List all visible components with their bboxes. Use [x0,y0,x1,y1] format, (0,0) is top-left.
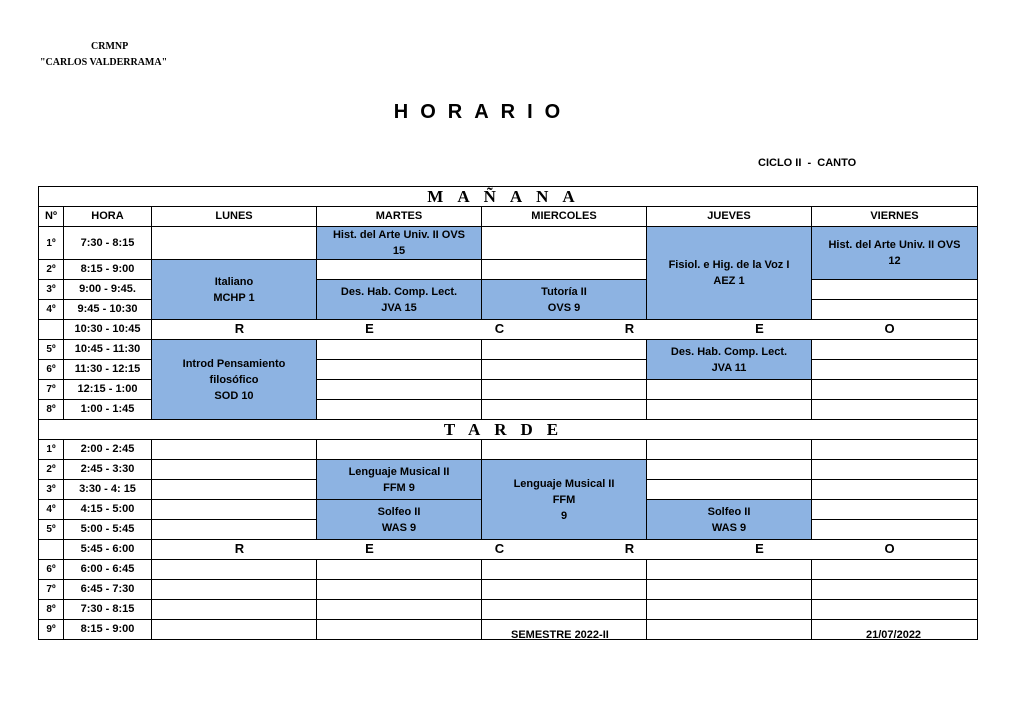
empty-slot-fri [812,440,978,460]
empty-slot-tue [317,340,482,360]
empty-slot-thu [647,460,812,480]
class-block-mon-intro [152,340,317,420]
class-line: OVS 9 [547,301,581,314]
empty-slot-fri [812,360,978,380]
empty-slot-wed [482,360,647,380]
empty-slot-tue [317,440,482,460]
empty-slot-fri [812,520,978,540]
class-line: Des. Hab. Comp. Lect. [340,285,458,298]
recreo-label [152,320,978,340]
recreo-label [152,540,978,560]
period-number: 7º [39,380,64,400]
period-row [39,560,978,580]
period-time: 2:45 - 3:30 [64,460,152,480]
period-number: 2º [39,460,64,480]
period-time: 8:15 - 9:00 [64,260,152,280]
empty-slot-wed [482,600,647,620]
empty-slot-tue [317,360,482,380]
class-line: Hist. del Arte Univ. II OVS [332,229,466,241]
period-number: 7º [39,580,64,600]
class-line: 15 [392,245,406,257]
empty-slot-thu [647,620,812,640]
empty-slot-mon [152,580,317,600]
period-number: 6º [39,360,64,380]
period-time: 9:00 - 9:45. [64,280,152,300]
empty-slot-thu [647,600,812,620]
period-time: 5:00 - 5:45 [64,520,152,540]
period-time: 8:15 - 9:00 [64,620,152,640]
empty-slot-mon [152,520,317,540]
empty-slot-thu [647,580,812,600]
empty-slot-wed [482,380,647,400]
header-row [39,207,978,227]
period-number: 3º [39,280,64,300]
empty-slot-tue [317,600,482,620]
empty-slot-fri [812,600,978,620]
empty-slot-mon [152,460,317,480]
period-number: 2º [39,260,64,280]
period-time: 6:45 - 7:30 [64,580,152,600]
class-line: Introd Pensamiento [182,357,286,370]
section-morning: MAÑANA [39,187,978,207]
period-number: 4º [39,500,64,520]
period-number: 1º [39,227,64,260]
empty-slot-tue [317,380,482,400]
period-row [39,580,978,600]
empty-slot-wed [482,440,647,460]
class-line: JVA 11 [711,361,747,374]
page-title: HORARIO [393,101,573,123]
period-number: 8º [39,400,64,420]
empty-slot-wed [482,227,647,260]
empty-slot-wed [482,580,647,600]
empty-slot-thu [647,400,812,420]
class-line: Des. Hab. Comp. Lect. [670,345,788,358]
empty-slot-mon [152,600,317,620]
column-header: LUNES [152,207,317,227]
class-line: Tutoría II [541,285,587,298]
empty-slot-tue [317,560,482,580]
class-line: AEZ 1 [713,275,745,287]
recreo-letter: E [755,321,764,336]
empty-slot-thu [647,560,812,580]
recreo-letter: R [624,321,635,336]
class-block-tue-leng [317,460,482,500]
period-row [39,340,978,360]
period-number: 5º [39,340,64,360]
period-row [39,600,978,620]
empty-slot-thu [647,380,812,400]
period-time: 5:45 - 6:00 [64,540,152,560]
empty-slot-fri [812,380,978,400]
column-header: JUEVES [647,207,812,227]
class-line: Lenguaje Musical II [348,465,450,478]
recreo-row [39,320,978,340]
recreo-letter: R [234,321,245,336]
column-header: MIERCOLES [482,207,647,227]
class-line: Italiano [214,275,254,288]
semester-label: SEMESTRE 2022-II [511,629,609,641]
class-line: Hist. del Arte Univ. II OVS [828,239,961,251]
recreo-letter: O [884,321,895,336]
class-line: FFM [552,493,576,506]
empty-slot-tue [317,580,482,600]
period-number: 9º [39,620,64,640]
class-block-thu-fis [647,227,812,320]
empty-slot-mon [152,620,317,640]
empty-slot-fri [812,580,978,600]
class-block-wed-tut [482,280,647,320]
recreo-letter: C [494,321,505,336]
institution-line-1: CRMNP [91,41,129,52]
period-time: 3:30 - 4: 15 [64,480,152,500]
period-time: 10:45 - 11:30 [64,340,152,360]
empty-slot-mon [152,440,317,460]
empty-slot-thu [647,440,812,460]
class-block-fri-hist [812,227,978,280]
class-block-mon-ital [152,260,317,320]
period-time: 1:00 - 1:45 [64,400,152,420]
schedule-table [38,186,978,640]
schedule-body [39,187,978,640]
recreo-letter: R [624,541,635,556]
class-block-tue-hist [317,227,482,260]
class-line: Solfeo II [377,505,421,518]
recreo-letter: E [365,321,374,336]
empty-slot-tue [317,260,482,280]
section-afternoon: TARDE [39,420,978,440]
empty-slot-fri [812,300,978,320]
class-line: WAS 9 [711,521,747,534]
empty-slot-wed [482,260,647,280]
class-block-thu-solf [647,500,812,540]
class-line: Fisiol. e Hig. de la Voz I [668,259,790,271]
empty-slot-mon [152,227,317,260]
empty-slot-mon [152,480,317,500]
period-number [39,320,64,340]
period-time: 7:30 - 8:15 [64,227,152,260]
recreo-letter: E [365,541,374,556]
recreo-row [39,540,978,560]
period-time: 12:15 - 1:00 [64,380,152,400]
period-number: 5º [39,520,64,540]
empty-slot-wed [482,560,647,580]
empty-slot-wed [482,340,647,360]
period-number: 8º [39,600,64,620]
class-line: SOD 10 [214,389,254,402]
class-line: filosófico [209,373,259,386]
period-time: 4:15 - 5:00 [64,500,152,520]
period-number: 4º [39,300,64,320]
empty-slot-thu [647,480,812,500]
recreo-letter: E [755,541,764,556]
period-number: 3º [39,480,64,500]
class-line: JVA 15 [381,301,417,314]
class-block-thu-des [647,340,812,380]
period-number [39,540,64,560]
period-time: 7:30 - 8:15 [64,600,152,620]
empty-slot-fri [812,400,978,420]
institution-line-2: "CARLOS VALDERRAMA" [40,57,168,68]
period-row [39,440,978,460]
period-number: 6º [39,560,64,580]
class-block-tue-des [317,280,482,320]
empty-slot-fri [812,340,978,360]
recreo-letter: C [494,541,505,556]
class-line: 9 [560,509,568,522]
empty-slot-mon [152,500,317,520]
period-time: 10:30 - 10:45 [64,320,152,340]
recreo-letter: R [234,541,245,556]
class-block-tue-solf [317,500,482,540]
period-row [39,620,978,640]
empty-slot-fri [812,500,978,520]
class-line: Lenguaje Musical II [513,477,615,490]
empty-slot-fri [812,560,978,580]
class-line: Solfeo II [707,505,751,518]
date-label: 21/07/2022 [866,629,922,641]
empty-slot-tue [317,620,482,640]
column-header: Nº [39,207,64,227]
empty-slot-fri [812,460,978,480]
period-row [39,460,978,480]
period-time: 6:00 - 6:45 [64,560,152,580]
period-time: 2:00 - 2:45 [64,440,152,460]
column-header: MARTES [317,207,482,227]
class-block-wed-leng [482,460,647,540]
empty-slot-fri [812,480,978,500]
empty-slot-wed [482,400,647,420]
column-header: HORA [64,207,152,227]
class-line: 12 [888,255,901,267]
period-time: 9:45 - 10:30 [64,300,152,320]
period-row [39,227,978,260]
period-number: 1º [39,440,64,460]
class-line: FFM 9 [383,481,415,494]
class-line: MCHP 1 [213,291,255,304]
empty-slot-mon [152,560,317,580]
empty-slot-tue [317,400,482,420]
class-line: WAS 9 [381,521,417,534]
column-header: VIERNES [812,207,978,227]
recreo-letter: O [884,541,895,556]
empty-slot-fri [812,280,978,300]
cycle-label: CICLO II - CANTO [758,157,857,169]
period-time: 11:30 - 12:15 [64,360,152,380]
